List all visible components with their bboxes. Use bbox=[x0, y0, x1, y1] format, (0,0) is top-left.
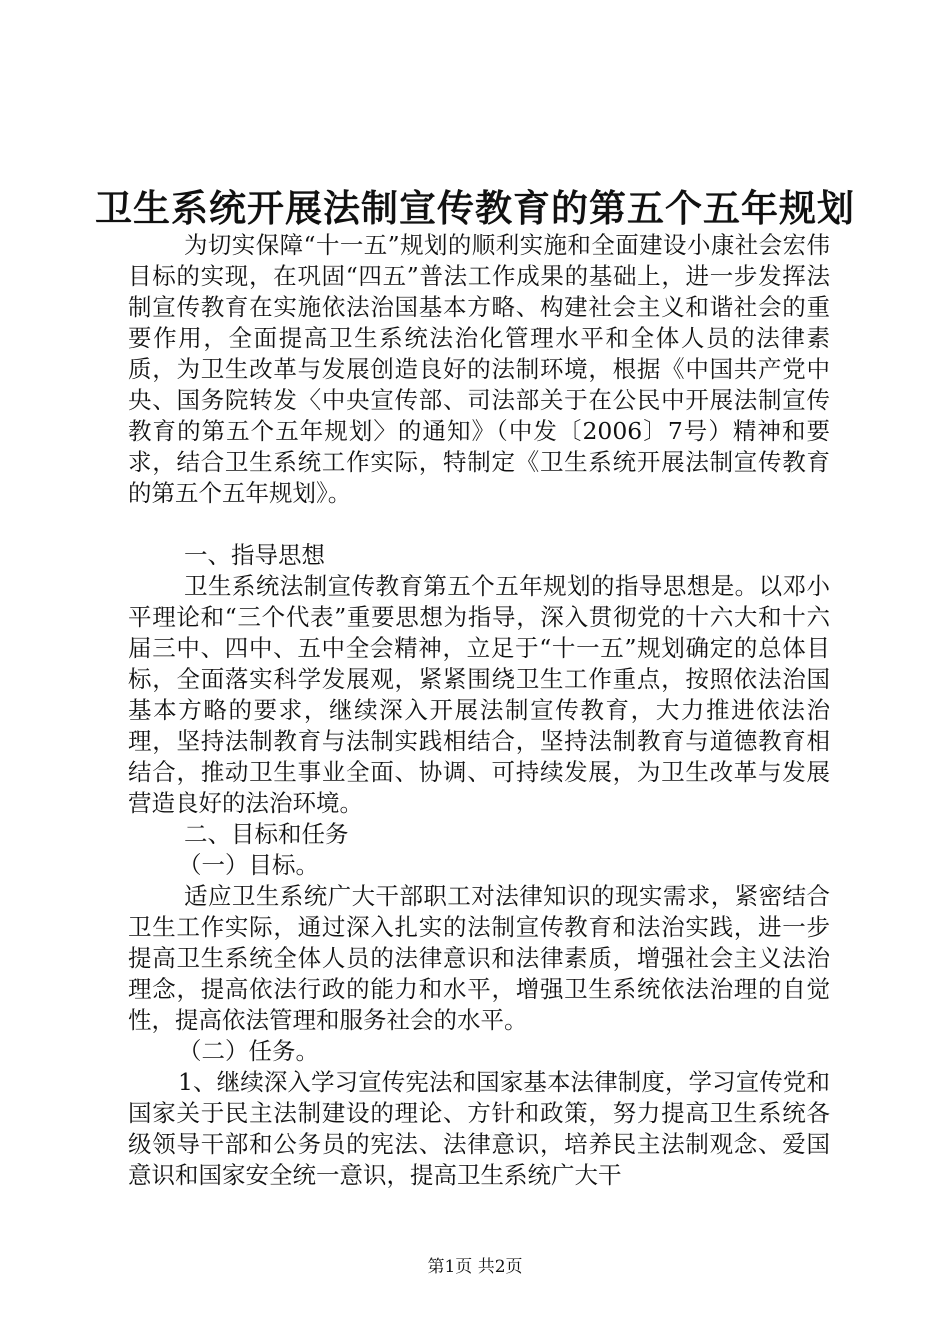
subsection1-heading: （一）目标。 bbox=[178, 851, 319, 879]
intro-paragraph: 为切实保障“十一五”规划的顺利实施和全面建设小康社会宏伟目标的实现，在巩固“四五”普法工作成果的基础上，进一步发挥法制宣传教育在实施依法治国基本方略、构建社会主义和谐社会的重要作用，全面提高卫生系统法治化管理水平和全体人员的法律素质，为卫生改革与发展创造良好的法制环境，根据《中国共产党中央、国务院转发〈中央宣传部、司法部关于在公民中开展法制宣传教育的第五个五年规划〉的通知》（中发〔2006〕7号）精神和要求，结合卫生系统工作实际，特制定《卫生系统开展法制宣传教育的第五个五年规划》。 bbox=[128, 231, 830, 507]
section2-heading: 二、目标和任务 bbox=[184, 820, 349, 848]
subsection2-heading: （二）任务。 bbox=[178, 1037, 319, 1065]
subsection1-paragraph: 适应卫生系统广大干部职工对法律知识的现实需求，紧密结合卫生工作实际，通过深入扎实的法制宣传教育和法治实践，进一步提高卫生系统全体人员的法律意识和法律素质，增强社会主义法治理念，提高依法行政的能力和水平，增强卫生系统依法治理的自觉性，提高依法管理和服务社会的水平。 bbox=[128, 882, 830, 1034]
paragraph-gap bbox=[128, 509, 830, 540]
document-body bbox=[128, 230, 830, 1191]
page-footer: 第1页 共2页 bbox=[427, 1257, 523, 1277]
section1-paragraph: 卫生系统法制宣传教育第五个五年规划的指导思想是。以邓小平理论和“三个代表”重要思想为指导，深入贯彻党的十六大和十六届三中、四中、五中全会精神，立足于“十一五”规划确定的总体目标，全面落实科学发展观，紧紧围绕卫生工作重点，按照依法治国基本方略的要求，继续深入开展法制宣传教育，大力推进依法治理，坚持法制教育与法制实践相结合，坚持法制教育与道德教育相结合，推动卫生事业全面、协调、可持续发展，为卫生改革与发展营造良好的法治环境。 bbox=[128, 572, 830, 817]
document-title: 卫生系统开展法制宣传教育的第五个五年规划 bbox=[95, 187, 855, 230]
section1-heading: 一、指导思想 bbox=[184, 541, 325, 569]
task1-paragraph: 1、继续深入学习宣传宪法和国家基本法律制度，学习宣传党和国家关于民主法制建设的理论、方针和政策，努力提高卫生系统各级领导干部和公务员的宪法、法律意识，培养民主法制观念、爱国意识和国家安全统一意识，提高卫生系统广大干 bbox=[128, 1068, 830, 1189]
